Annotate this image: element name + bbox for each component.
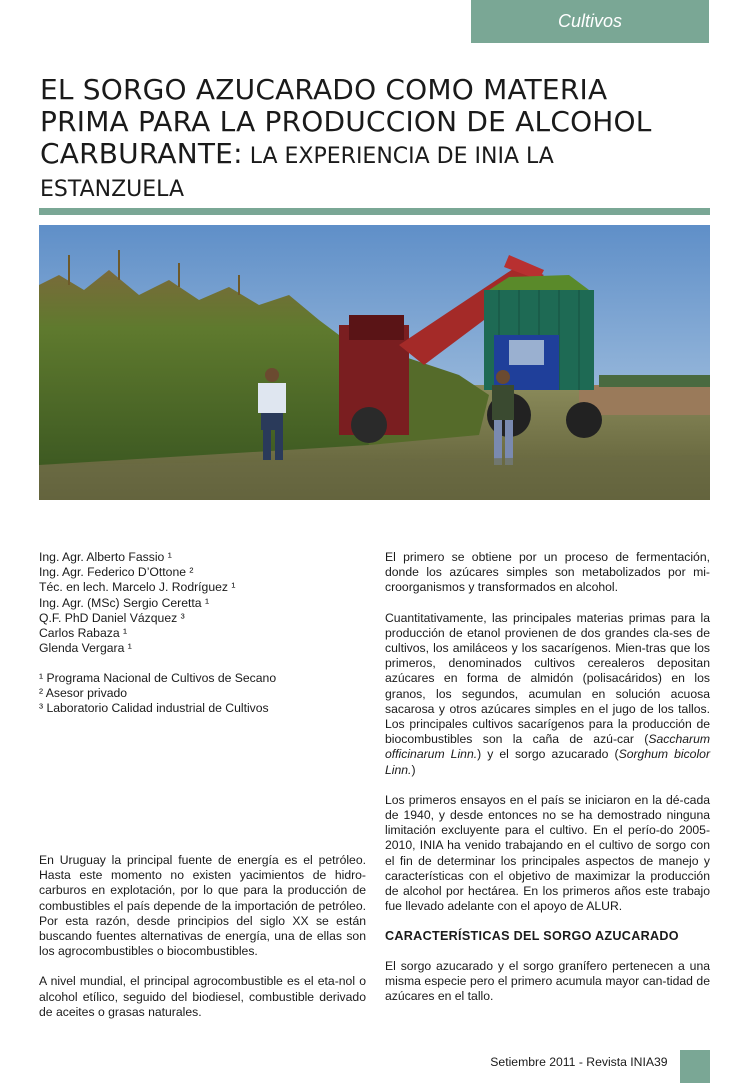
article-title [40,74,720,206]
body-paragraph: Los primeros ensayos en el país se iniciaron en la dé-cada de 1940, y desde entonces no se ha demostrado ninguna limitación excluyente para el cultivo. En el perío-do 2005-2010, INIA ha venido trabajando en el cultivo de sorgo con el fin de determinar los principales aspectos de manejo y características con el objetivo de maximizar la producción de alcohol por hectárea. En los primeros años este trabajo fue llevado adelante con el apoyo de ALUR. [385,792,710,914]
harvest-photo [39,225,710,500]
author: Téc. en lech. Marcelo J. Rodríguez ¹ [39,580,236,595]
author: Glenda Vergara ¹ [39,641,132,656]
text-run: ) [411,762,416,777]
text-run: ) y el sorgo azucarado ( [477,747,619,762]
section-heading: CARACTERÍSTICAS DEL SORGO AZUCARADO [385,929,679,944]
text-run: Cuantitativamente, las principales materias primas para la producción de etanol provienen de dos grandes cla-ses de cultivos, los amiláceos y los sacarígenos. Mien-tras que los primeros, denominados cultivos cerealeros depositan azúcares en forma de almidón (polisacáridos) en los granos, los segundos, acumulan en solución acuosa sacarosa y otros azúcares simples en el jugo de los tallos. Los principales cultivos sacarígenos para la producción de biocombustibles son la caña de azú-car ( [385,610,710,747]
affiliation: ¹ Programa Nacional de Cultivos de Secano [39,671,277,685]
affiliation: ² Asesor privado [39,686,128,701]
footer-accent-box [680,1050,710,1083]
body-paragraph: El primero se obtiene por un proceso de fermentación, donde los azúcares simples son metabolizados por mi-croorganismos y transformados en alcohol. [385,550,710,595]
author: Ing. Agr. (MSc) Sergio Ceretta ¹ [39,595,210,610]
title-line-3-small: LA EXPERIENCIA DE INIA LA [242,144,554,169]
page-footer [0,1050,749,1083]
title-line-4: ESTANZUELA [40,177,184,202]
body-paragraph: En Uruguay la principal fuente de energía es el petróleo. Hasta este momento no existen yacimientos de hidro-carburos en explotación, por lo que para la producción de combustibles el país depende de la importación de petróleo. Por esta razón, desde principios del siglo XX se están buscando fuentes alternativas de energía, una de ellas son los agrocombustibles o biocombustibles. [39,853,366,959]
affiliation-list [39,671,366,717]
body-paragraph [385,611,710,778]
page-number: 39 [654,1055,668,1069]
author: Carlos Rabaza ¹ [39,626,128,641]
species-name: Sorghum bicolor Linn. [385,747,711,777]
footer-text: Setiembre 2011 - Revista INIA [490,1055,654,1069]
author-list [39,550,366,656]
left-column [39,853,366,1035]
affiliation: ³ Laboratorio Calidad industrial de Cultivos [39,701,269,716]
section-label: Cultivos [557,11,623,31]
species-name: Saccharum officinarum Linn. [385,732,710,762]
title-line-1: EL SORGO AZUCARADO COMO MATERIA [40,73,608,106]
title-line-3-big: CARBURANTE: [40,137,243,170]
right-column [385,550,710,1019]
body-paragraph: A nivel mundial, el principal agrocombustible es el eta-nol o alcohol etílico, seguido del biodiesel, combustible derivado de aceites o grasas naturales. [39,974,366,1019]
body-paragraph: El sorgo azucarado y el sorgo granífero pertenecen a una misma especie pero el primero acumula mayor can-tidad de azúcares en el tallo. [385,958,710,1004]
section-tab [471,0,709,43]
author: Ing. Agr. Alberto Fassio ¹ [39,550,172,564]
title-line-3 [40,138,720,174]
author: Q.F. PhD Daniel Vázquez ³ [39,610,185,625]
title-line-2: PRIMA PARA LA PRODUCCION DE ALCOHOL [40,105,652,138]
author: Ing. Agr. Federico D’Ottone ² [39,565,194,580]
title-rule [39,208,710,215]
